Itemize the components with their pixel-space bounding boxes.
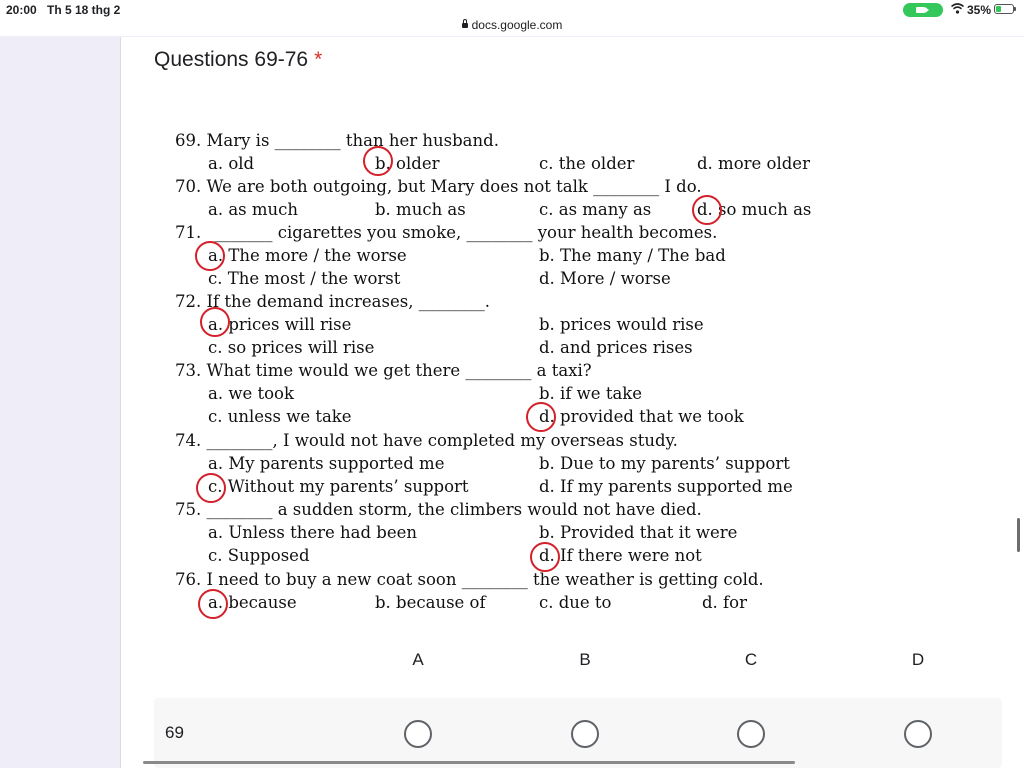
battery-percent: 35%	[967, 3, 992, 17]
grid-column-b: B	[579, 650, 591, 669]
q73-option-c: c. unless we take	[208, 407, 352, 426]
q69-stem: 69. Mary is ________ than her husband.	[175, 131, 499, 150]
q74-option-c: c. Without my parents’ support	[208, 477, 469, 496]
q71-option-d: d. More / worse	[539, 269, 671, 288]
url-text: docs.google.com	[471, 18, 563, 32]
q71-option-a: a. The more / the worse	[208, 246, 407, 265]
lock-icon	[462, 23, 468, 28]
q73-option-a: a. we took	[208, 384, 294, 403]
q72-option-d: d. and prices rises	[539, 338, 693, 357]
answer-circle-76	[198, 589, 228, 619]
worksheet-image	[170, 125, 860, 620]
horizontal-scrollbar[interactable]	[143, 761, 795, 764]
q75-stem: 75. ________ a sudden storm, the climbers would not have died.	[175, 500, 702, 519]
q71-option-c: c. The most / the worst	[208, 269, 401, 288]
q75-option-c: c. Supposed	[208, 546, 310, 565]
answer-circle-75	[530, 542, 560, 572]
q69-option-c: c. the older	[539, 154, 635, 173]
grid-row-label: 69	[165, 723, 184, 742]
q70-stem: 70. We are both outgoing, but Mary does not talk ________ I do.	[175, 177, 702, 196]
q74-option-b: b. Due to my parents’ support	[539, 454, 790, 473]
q72-option-c: c. so prices will rise	[208, 338, 375, 357]
grid-column-a: A	[412, 650, 424, 669]
q69-option-d: d. more older	[697, 154, 810, 173]
q72-stem: 72. If the demand increases, ________.	[175, 292, 490, 311]
q69-option-b: b. older	[375, 154, 440, 173]
status-bar	[0, 0, 1024, 36]
vertical-scrollbar[interactable]	[1017, 518, 1020, 552]
q71-stem: 71. ________ cigarettes you smoke, ________ your health becomes.	[175, 223, 718, 242]
radio-69-a[interactable]	[404, 720, 432, 748]
wifi-icon	[951, 3, 964, 14]
radio-69-d[interactable]	[904, 720, 932, 748]
q70-option-a: a. as much	[208, 200, 299, 219]
q74-stem: 74. ________, I would not have completed my overseas study.	[175, 431, 678, 450]
q76-option-c: c. due to	[539, 593, 612, 612]
q70-option-c: c. as many as	[539, 200, 652, 219]
q69-option-a: a. old	[208, 154, 255, 173]
q72-option-b: b. prices would rise	[539, 315, 704, 334]
address-bar[interactable]	[0, 18, 1024, 32]
q76-stem: 76. I need to buy a new coat soon ________ the weather is getting cold.	[175, 570, 764, 589]
q70-option-b: b. much as	[375, 200, 466, 219]
q70-option-d: d. so much as	[697, 200, 812, 219]
answer-circle-72	[200, 307, 230, 337]
answer-circle-73	[526, 402, 556, 432]
battery-icon	[994, 4, 1014, 14]
camera-indicator-icon	[903, 3, 943, 17]
answer-circle-71	[195, 241, 225, 271]
grid-column-c: C	[744, 650, 758, 669]
question-title	[154, 48, 322, 72]
status-time: 20:00	[6, 3, 37, 17]
q74-option-d: d. If my parents supported me	[539, 477, 793, 496]
answer-circle-70	[692, 195, 722, 225]
q73-stem: 73. What time would we get there ________ a taxi?	[175, 361, 592, 380]
q76-option-d: d. for	[702, 593, 747, 612]
q75-option-b: b. Provided that it were	[539, 523, 738, 542]
q71-option-b: b. The many / The bad	[539, 246, 726, 265]
radio-69-b[interactable]	[571, 720, 599, 748]
q73-option-b: b. if we take	[539, 384, 643, 403]
required-star: *	[314, 48, 323, 71]
answer-circle-74	[196, 473, 226, 503]
q76-option-a: a. because	[208, 593, 297, 612]
q75-option-d: d. If there were not	[539, 546, 702, 565]
grid-column-d: D	[911, 650, 925, 669]
q72-option-a: a. prices will rise	[208, 315, 352, 334]
q76-option-b: b. because of	[375, 593, 486, 612]
q74-option-a: a. My parents supported me	[208, 454, 445, 473]
status-date: Th 5 18 thg 2	[47, 3, 121, 17]
q75-option-a: a. Unless there had been	[208, 523, 417, 542]
answer-circle-69	[363, 146, 393, 176]
q73-option-d: d. provided that we took	[539, 407, 744, 426]
radio-69-c[interactable]	[737, 720, 765, 748]
question-title-text: Questions 69-76	[154, 48, 309, 71]
